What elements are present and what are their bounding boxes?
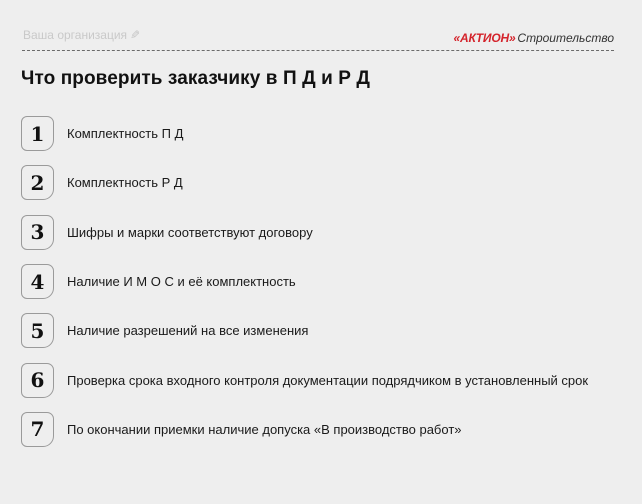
item-number-badge: 5 — [21, 313, 54, 348]
header — [22, 24, 614, 51]
item-number-badge: 2 — [21, 165, 54, 200]
page-title: Что проверить заказчику в П Д и Р Д — [21, 68, 371, 89]
item-number-badge: 4 — [21, 264, 54, 299]
list-item — [21, 405, 588, 454]
item-number-badge: 7 — [21, 412, 54, 447]
item-label: Проверка срока входного контроля документации подрядчиком в установленный срок — [67, 372, 589, 388]
organization-label[interactable]: Ваша организация — [23, 28, 128, 42]
list-item — [21, 109, 588, 158]
organization-field[interactable] — [23, 28, 140, 42]
item-label: Наличие И М О С и её комплектность — [67, 274, 296, 290]
brand-primary: «АКТИОН» — [453, 31, 516, 45]
list-item — [21, 257, 588, 306]
list-item — [21, 158, 588, 207]
brand-logo — [454, 31, 614, 45]
list-item — [21, 306, 588, 355]
item-label: Комплектность Р Д — [67, 175, 183, 191]
item-label: Комплектность П Д — [67, 126, 184, 142]
item-label: По окончании приемки наличие допуска «В производство работ» — [67, 421, 462, 437]
list-item — [21, 208, 588, 257]
item-label: Наличие разрешений на все изменения — [67, 323, 309, 339]
item-number-badge: 6 — [21, 363, 54, 398]
brand-secondary: Строительство — [517, 31, 614, 45]
list-item — [21, 355, 588, 404]
item-label: Шифры и марки соответствуют договору — [67, 224, 313, 240]
checklist — [21, 109, 588, 454]
pencil-icon[interactable]: ✎ — [130, 28, 141, 42]
item-number-badge: 1 — [21, 116, 54, 151]
item-number-badge: 3 — [21, 215, 54, 250]
